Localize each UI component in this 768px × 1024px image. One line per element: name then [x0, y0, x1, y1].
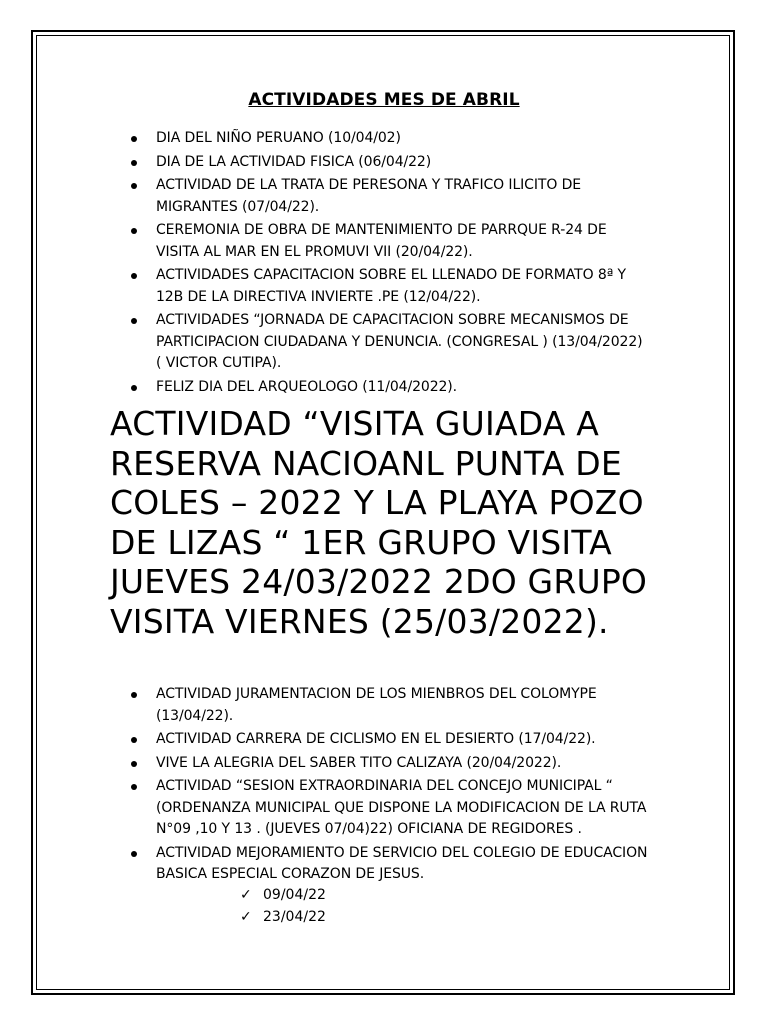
list-item: ACTIVIDAD MEJORAMIENTO DE SERVICIO DEL COLEGIO DE EDUCACION BASICA ESPECIAL CORAZON DE JESUS.: [110, 843, 650, 886]
list-item: CEREMONIA DE OBRA DE MANTENIMIENTO DE PARRQUE R-24 DE VISITA AL MAR EN EL PROMUVI VII (20/04/22).: [110, 220, 650, 263]
list-item: ACTIVIDAD CARRERA DE CICLISMO EN EL DESIERTO (17/04/22).: [110, 729, 650, 751]
bullet-dot-icon: [131, 183, 137, 189]
bullet-dot-icon: [131, 228, 137, 234]
checkmark-icon: ✓: [240, 909, 252, 925]
checkmark-icon: ✓: [240, 887, 252, 903]
list-item: VIVE LA ALEGRIA DEL SABER TITO CALIZAYA (20/04/2022).: [110, 753, 650, 775]
bullet-dot-icon: [131, 385, 137, 391]
bullet-dot-icon: [131, 784, 137, 790]
bullet-dot-icon: [131, 692, 137, 698]
activity-list-second: [110, 684, 650, 888]
list-item: ACTIVIDADES CAPACITACION SOBRE EL LLENADO DE FORMATO 8ª Y 12B DE LA DIRECTIVA INVIERTE .PE (12/04/22).: [110, 265, 650, 308]
bullet-dot-icon: [131, 273, 137, 279]
bullet-dot-icon: [131, 160, 137, 166]
activity-list-first: [110, 128, 650, 400]
bullet-dot-icon: [131, 761, 137, 767]
document-title: ACTIVIDADES MES DE ABRIL: [248, 90, 520, 110]
checklist-item: ✓ 23/04/22: [240, 906, 326, 928]
list-item: ACTIVIDAD JURAMENTACION DE LOS MIENBROS DEL COLOMYPE (13/04/22).: [110, 684, 650, 727]
date-checklist: [240, 884, 326, 928]
bullet-dot-icon: [131, 737, 137, 743]
list-item: DIA DEL NIÑO PERUANO (10/04/02): [110, 128, 650, 150]
checklist-item: ✓ 09/04/22: [240, 884, 326, 906]
list-item: DIA DE LA ACTIVIDAD FISICA (06/04/22): [110, 152, 650, 174]
bullet-dot-icon: [131, 851, 137, 857]
list-item: ACTIVIDADES “JORNADA DE CAPACITACION SOBRE MECANISMOS DE PARTICIPACION CIUDADANA Y DENUNCIA. (CONGRESAL ) (13/04/2022) ( VICTOR CUTIPA).: [110, 310, 650, 375]
featured-activity-paragraph: ACTIVIDAD “VISITA GUIADA A RESERVA NACIOANL PUNTA DE COLES – 2022 Y LA PLAYA POZO DE LIZAS “ 1ER GRUPO VISITA JUEVES 24/03/2022 2DO GRUPO VISITA VIERNES (25/03/2022).: [110, 404, 648, 641]
bullet-dot-icon: [131, 318, 137, 324]
list-item: FELIZ DIA DEL ARQUEOLOGO (11/04/2022).: [110, 377, 650, 399]
list-item: ACTIVIDAD “SESION EXTRAORDINARIA DEL CONCEJO MUNICIPAL “ (ORDENANZA MUNICIPAL QUE DISPONE LA MODIFICACION DE LA RUTA N°09 ,10 Y 13 . (JUEVES 07/04)22) OFICIANA DE REGIDORES .: [110, 776, 650, 841]
list-item: ACTIVIDAD DE LA TRATA DE PERESONA Y TRAFICO ILICITO DE MIGRANTES (07/04/22).: [110, 175, 650, 218]
bullet-dot-icon: [131, 136, 137, 142]
